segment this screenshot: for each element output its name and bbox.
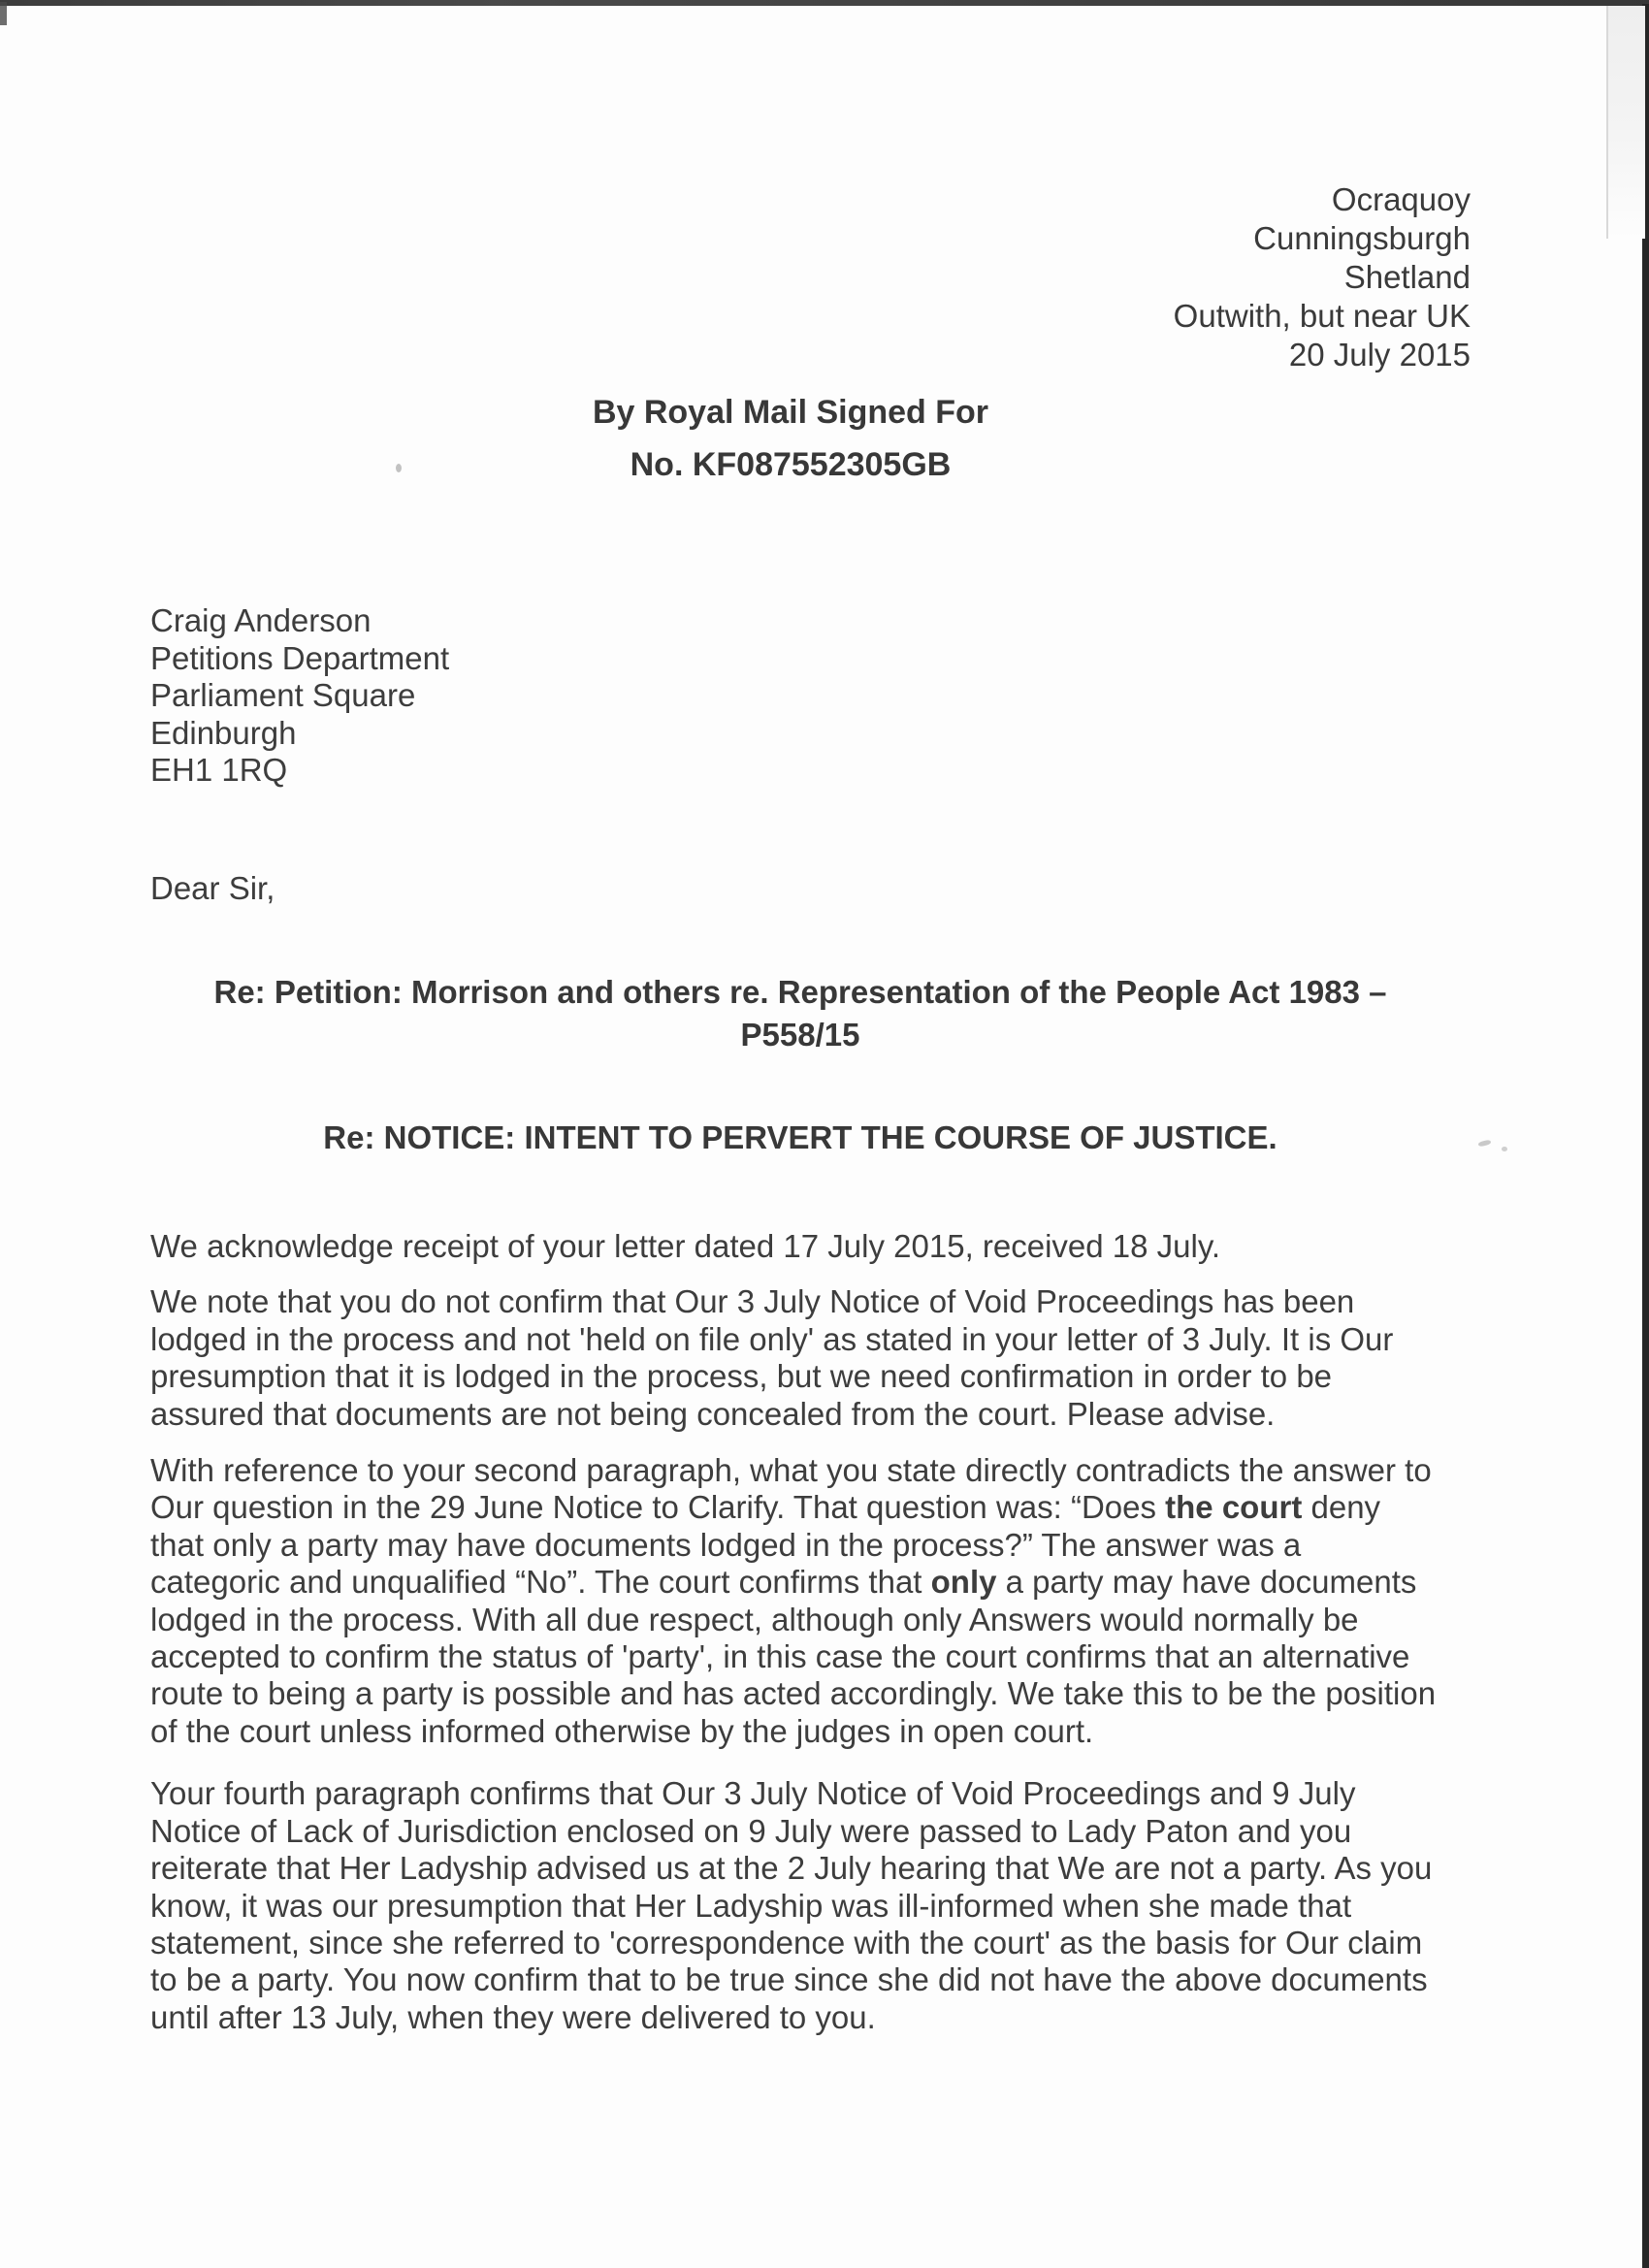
body-line: accepted to confirm the status of 'party', in this case the court confirms that an alternative bbox=[150, 1638, 1410, 1675]
body-line: route to being a party is possible and has acted accordingly. We take this to be the position bbox=[150, 1675, 1437, 1712]
paragraph-4 bbox=[150, 1775, 1508, 2036]
body-line: of the court unless informed otherwise by the judges in open court. bbox=[150, 1712, 1094, 1749]
recipient-address bbox=[150, 602, 449, 790]
recipient-address-line: Parliament Square bbox=[150, 677, 416, 713]
delivery-method: By Royal Mail Signed For bbox=[592, 394, 989, 431]
body-line: Your fourth paragraph confirms that Our 3 July Notice of Void Proceedings and 9 July bbox=[150, 1775, 1356, 1812]
sender-address bbox=[1174, 180, 1471, 374]
body-text-bold: the court bbox=[1165, 1489, 1303, 1526]
letter-date: 20 July 2015 bbox=[1288, 337, 1471, 373]
body-line: Notice of Lack of Jurisdiction enclosed on 9 July were passed to Lady Paton and you bbox=[150, 1812, 1352, 1849]
subject-heading-line: Re: Petition: Morrison and others re. Representation of the People Act 1983 – bbox=[213, 974, 1387, 1010]
body-line: We note that you do not confirm that Our 3 July Notice of Void Proceedings has been bbox=[150, 1283, 1355, 1320]
sender-address-line: Outwith, but near UK bbox=[1173, 298, 1471, 334]
body-line: With reference to your second paragraph, what you state directly contradicts the answer to bbox=[150, 1452, 1432, 1489]
notice-heading: Re: NOTICE: INTENT TO PERVERT THE COURSE OF JUSTICE. bbox=[323, 1119, 1277, 1155]
body-line: We acknowledge receipt of your letter dated 17 July 2015, received 18 July. bbox=[150, 1228, 1221, 1264]
body-line: that only a party may have documents lodged in the process?” The answer was a bbox=[150, 1526, 1302, 1563]
sender-address-line: Shetland bbox=[1343, 259, 1471, 295]
tracking-number: No. KF087552305GB bbox=[630, 446, 952, 483]
body-line: lodged in the process and not 'held on file only' as stated in your letter of 3 July. It is Our bbox=[150, 1320, 1394, 1357]
body-text-segment: Our question in the 29 June Notice to Clarify. That question was: “Does bbox=[150, 1489, 1166, 1526]
delivery-method-block bbox=[146, 394, 1436, 483]
body-text-segment: deny bbox=[1302, 1489, 1381, 1526]
subject-heading bbox=[146, 971, 1455, 1056]
body-text-segment: categoric and unqualified “No”. The court confirms that bbox=[150, 1564, 931, 1601]
recipient-postcode: EH1 1RQ bbox=[150, 752, 288, 788]
paragraph-2 bbox=[150, 1283, 1508, 1433]
sender-address-line: Ocraquoy bbox=[1331, 181, 1471, 217]
body-text-segment: a party may have documents bbox=[996, 1564, 1417, 1601]
body-line: to be a party. You now confirm that to be true since she did not have the above documents bbox=[150, 1961, 1428, 1998]
paragraph-3 bbox=[150, 1452, 1508, 1750]
body-text-bold: only bbox=[930, 1564, 997, 1601]
body-line: reiterate that Her Ladyship advised us at the 2 July hearing that We are not a party. As you bbox=[150, 1850, 1433, 1887]
recipient-address-line: Petitions Department bbox=[150, 639, 450, 676]
recipient-address-line: Edinburgh bbox=[150, 714, 297, 751]
paragraph-1 bbox=[150, 1228, 1508, 1265]
body-line: presumption that it is lodged in the process, but we need confirmation in order to be bbox=[150, 1358, 1333, 1395]
body-line: statement, since she referred to 'correspondence with the court' as the basis for Our claim bbox=[150, 1924, 1423, 1960]
body-line: until after 13 July, when they were delivered to you. bbox=[150, 1998, 876, 2035]
body-line: assured that documents are not being concealed from the court. Please advise. bbox=[150, 1395, 1276, 1432]
recipient-name: Craig Anderson bbox=[150, 602, 372, 638]
sender-address-line: Cunningsburgh bbox=[1253, 220, 1471, 256]
salutation: Dear Sir, bbox=[150, 870, 275, 906]
letter-body bbox=[150, 1228, 1508, 2036]
subject-heading-reference: P558/15 bbox=[740, 1017, 860, 1053]
body-line bbox=[150, 1564, 1508, 1601]
body-line: know, it was our presumption that Her Ladyship was ill-informed when she made that bbox=[150, 1887, 1352, 1924]
body-line: lodged in the process. With all due respect, although only Answers would normally be bbox=[150, 1601, 1359, 1637]
body-line bbox=[150, 1489, 1508, 1526]
